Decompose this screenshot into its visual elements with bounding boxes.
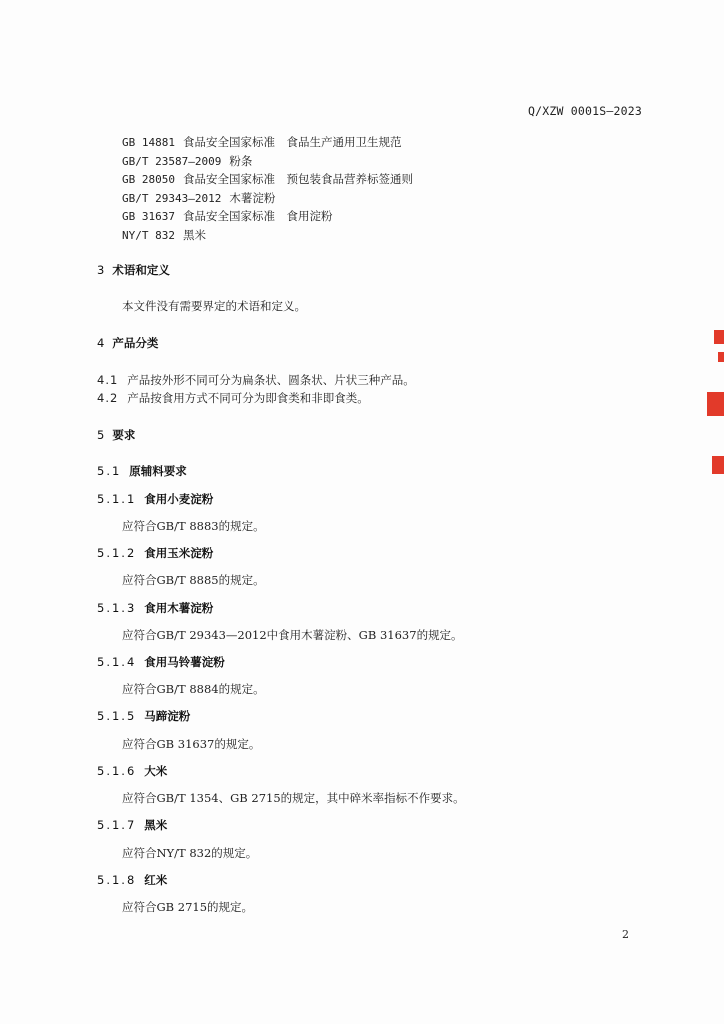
reference-code: GB 31637 [122, 210, 175, 223]
clause-4-1 [97, 372, 415, 388]
subsection-body: 应符合GB/T 8885的规定。 [122, 573, 265, 587]
reference-code: NY/T 832 [122, 228, 175, 242]
subsection-title: 食用马铃薯淀粉 [144, 655, 225, 669]
subsection-heading [97, 600, 213, 616]
subsection-title: 食用玉米淀粉 [144, 546, 214, 560]
subsection-heading [97, 654, 225, 670]
reference-item [122, 170, 413, 189]
clause-text: 产品按食用方式不同可分为即食类和非即食类。 [127, 391, 369, 405]
reference-item [122, 152, 413, 171]
section-heading-5-1 [97, 463, 187, 479]
seal-fragment [718, 352, 724, 362]
subsection-heading [97, 491, 213, 507]
section-number: 5 [97, 428, 105, 442]
section-number: 5.1 [97, 464, 122, 478]
reference-item [122, 226, 413, 245]
reference-title: 粉条 [229, 153, 253, 168]
section-number: 4 [97, 336, 105, 350]
subsection-heading [97, 763, 167, 779]
subsection-heading [97, 817, 167, 833]
section-3-body: 本文件没有需要界定的术语和定义。 [122, 299, 306, 313]
reference-code: GB/T 29343—2012 [122, 191, 222, 205]
subsection-number: 5.1.5 [97, 709, 137, 723]
subsection-title: 马蹄淀粉 [144, 709, 191, 723]
reference-title: 黑米 [182, 227, 206, 242]
reference-item [122, 207, 413, 226]
subsection-body: 应符合GB 31637的规定。 [122, 737, 261, 751]
section-title: 产品分类 [112, 336, 159, 350]
subsection-number: 5.1.4 [97, 655, 137, 669]
subsection-number: 5.1.3 [97, 601, 137, 615]
subsection-number: 5.1.8 [97, 873, 137, 887]
reference-title: 食品安全国家标准 预包装食品营养标签通则 [182, 172, 413, 186]
subsection-title: 大米 [144, 764, 168, 778]
document-code: Q/XZW 0001S—2023 [528, 104, 642, 118]
subsection-number: 5.1.7 [97, 818, 137, 832]
subsection-body: 应符合GB/T 29343—2012中食用木薯淀粉、GB 31637的规定。 [122, 628, 463, 642]
reference-code: GB 28050 [122, 173, 175, 186]
section-title: 要求 [112, 428, 136, 442]
section-heading-5 [97, 427, 135, 443]
subsection-body: 应符合GB/T 8884的规定。 [122, 682, 265, 696]
subsection-heading [97, 872, 167, 888]
seal-fragment [712, 456, 724, 474]
section-number: 3 [97, 263, 105, 277]
section-heading-4 [97, 335, 158, 351]
seal-fragment [714, 330, 724, 344]
clause-text: 产品按外形不同可分为扁条状、圆条状、片状三种产品。 [127, 373, 415, 387]
subsection-title: 食用小麦淀粉 [144, 492, 214, 506]
reference-item [122, 133, 413, 152]
page-number: 2 [622, 928, 629, 941]
reference-title: 食品安全国家标准 食品生产通用卫生规范 [182, 135, 402, 149]
reference-code: GB 14881 [122, 136, 175, 149]
clause-number: 4.1 [97, 373, 119, 387]
section-title: 术语和定义 [112, 263, 170, 277]
subsection-body: 应符合GB 2715的规定。 [122, 900, 254, 914]
subsection-title: 食用木薯淀粉 [144, 601, 214, 615]
subsection-heading [97, 545, 213, 561]
reference-code: GB/T 23587—2009 [122, 154, 222, 168]
reference-title: 食品安全国家标准 食用淀粉 [182, 209, 333, 223]
subsection-body: 应符合GB/T 8883的规定。 [122, 519, 265, 533]
reference-title: 木薯淀粉 [229, 190, 276, 205]
subsection-title: 红米 [144, 873, 168, 887]
subsection-body: 应符合NY/T 832的规定。 [122, 846, 258, 860]
subsection-body: 应符合GB/T 1354、GB 2715的规定，其中碎米率指标不作要求。 [122, 791, 465, 805]
subsection-number: 5.1.1 [97, 492, 137, 506]
subsection-number: 5.1.2 [97, 546, 137, 560]
seal-fragment [707, 392, 724, 416]
reference-item [122, 189, 413, 208]
clause-4-2 [97, 390, 369, 406]
clause-number: 4.2 [97, 391, 119, 405]
section-heading-3 [97, 262, 170, 278]
subsection-heading [97, 708, 190, 724]
normative-references-list [122, 133, 413, 244]
subsection-title: 黑米 [144, 818, 168, 832]
subsection-number: 5.1.6 [97, 764, 137, 778]
section-title: 原辅料要求 [129, 464, 187, 478]
